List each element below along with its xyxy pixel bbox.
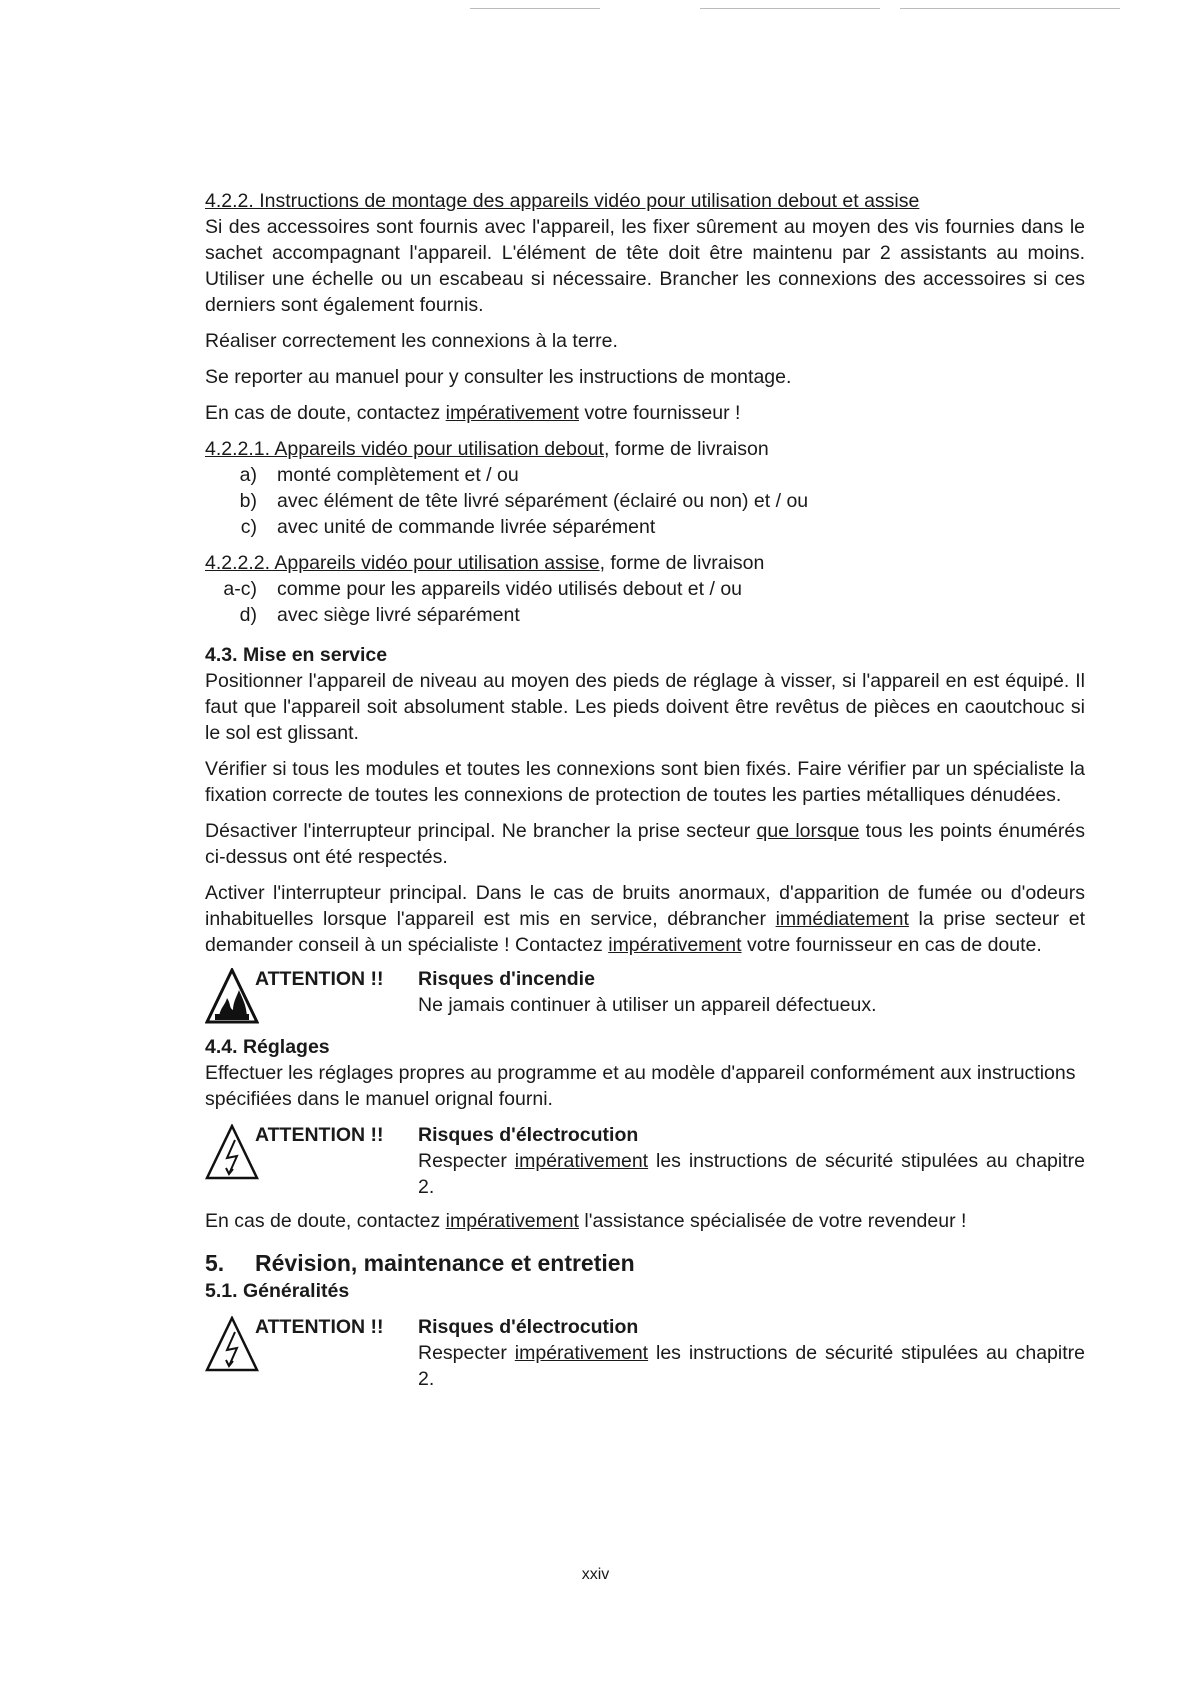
page-body bbox=[205, 188, 1085, 1400]
paragraph: Désactiver l'interrupteur principal. Ne brancher la prise secteur que lorsque tous les points énumérés ci-dessus ont été respectés. bbox=[205, 820, 1085, 868]
section-heading-4-2-2: 4.2.2. Instructions de montage des appareils vidéo pour utilisation debout et assise bbox=[205, 190, 920, 212]
scan-artifact bbox=[700, 8, 880, 9]
warning-electrocution: ATTENTION !! Risques d'électrocution Respecter impérativement les instructions de sécurité stipulées au chapitre 2. bbox=[205, 1314, 1085, 1400]
paragraph: Vérifier si tous les modules et toutes les connexions sont bien fixés. Faire vérifier par un spécialiste la fixation correcte de toutes les connexions de protection de toutes les parties métalliques dénudées. bbox=[205, 758, 1085, 806]
list-item: a) monté complètement et / ou bbox=[239, 464, 519, 486]
chapter-heading-5: 5. Révision, maintenance et entretien bbox=[205, 1250, 635, 1276]
subsection-heading-4-2-2-1: 4.2.2.1. Appareils vidéo pour utilisation debout, forme de livraison bbox=[205, 438, 769, 460]
list-item: d) avec siège livré séparément bbox=[239, 604, 520, 626]
paragraph: Activer l'interrupteur principal. Dans le cas de bruits anormaux, d'apparition de fumée ou d'odeurs inhabituelles lorsque l'appareil est mis en service, débrancher immédiatement la prise secteur et demander conseil à un spécialiste ! Contactez impérativement votre fournisseur en cas de doute. bbox=[205, 882, 1085, 956]
paragraph: En cas de doute, contactez impérativement l'assistance spécialisée de votre revendeur ! bbox=[205, 1210, 967, 1232]
subsection-heading-4-2-2-2: 4.2.2.2. Appareils vidéo pour utilisation assise, forme de livraison bbox=[205, 552, 765, 574]
paragraph: Réaliser correctement les connexions à la terre. bbox=[205, 330, 618, 352]
electric-warning-icon bbox=[205, 1316, 259, 1372]
electric-warning-icon bbox=[205, 1124, 259, 1180]
paragraph: Positionner l'appareil de niveau au moyen des pieds de réglage à visser, si l'appareil en est équipé. Il faut que l'appareil soit absolument stable. Les pieds doivent être revêtus de pièces en caoutchouc si le sol est glissant. bbox=[205, 670, 1085, 744]
section-heading-4-4: 4.4. Réglages bbox=[205, 1036, 330, 1058]
section-heading-5-1: 5.1. Généralités bbox=[205, 1280, 350, 1302]
warning-electrocution: ATTENTION !! Risques d'électrocution Respecter impérativement les instructions de sécurité stipulées au chapitre 2. bbox=[205, 1122, 1085, 1208]
list-item: c) avec unité de commande livrée séparément bbox=[240, 516, 656, 538]
scan-artifact bbox=[900, 8, 1120, 9]
section-heading-4-3: 4.3. Mise en service bbox=[205, 644, 388, 666]
paragraph: Effectuer les réglages propres au programme et au modèle d'appareil conformément aux instructions spécifiées dans le manuel orignal fourni. bbox=[205, 1062, 1076, 1110]
fire-warning-icon bbox=[205, 968, 259, 1024]
paragraph: Si des accessoires sont fournis avec l'appareil, les fixer sûrement au moyen des vis fournies dans le sachet accompagnant l'appareil. L'élément de tête doit être maintenu par 2 assistants au moins. Utiliser une échelle ou un escabeau si nécessaire. Brancher les connexions des accessoires si ces derniers sont également fournis. bbox=[205, 216, 1085, 316]
paragraph: En cas de doute, contactez impérativement votre fournisseur ! bbox=[205, 402, 741, 424]
page-number: xxiv bbox=[581, 1566, 610, 1583]
paragraph: Se reporter au manuel pour y consulter les instructions de montage. bbox=[205, 366, 792, 388]
warning-fire: ATTENTION !! Risques d'incendie Ne jamais continuer à utiliser un appareil défectueux. bbox=[205, 966, 1085, 1028]
list-item: a-c) comme pour les appareils vidéo utilisés debout et / ou bbox=[223, 578, 743, 600]
list-item: b) avec élément de tête livré séparément (éclairé ou non) et / ou bbox=[239, 490, 809, 512]
scan-artifact bbox=[470, 8, 600, 9]
